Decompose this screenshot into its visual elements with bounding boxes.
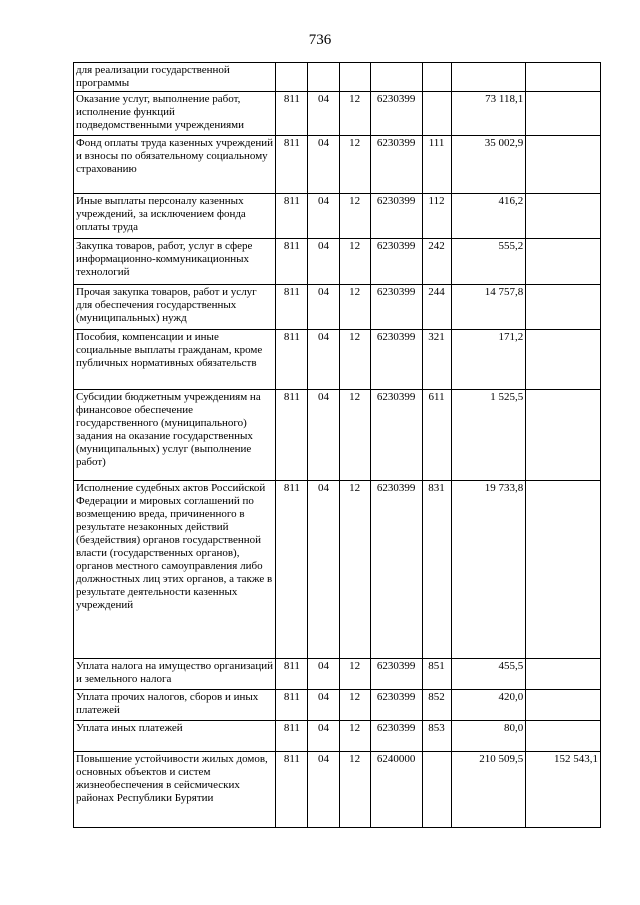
cell-sum-1: 171,2 bbox=[451, 330, 526, 390]
cell-subsection: 12 bbox=[339, 194, 370, 239]
table-row bbox=[74, 659, 601, 690]
cell-ministry: 811 bbox=[276, 390, 308, 481]
cell-subsection: 12 bbox=[339, 659, 370, 690]
cell-section: 04 bbox=[308, 330, 339, 390]
cell-sum-1: 210 509,5 bbox=[451, 752, 526, 828]
cell-name: для реализации государственной программы bbox=[74, 63, 276, 92]
cell-section: 04 bbox=[308, 136, 339, 194]
cell-target-article bbox=[370, 63, 422, 92]
cell-section: 04 bbox=[308, 752, 339, 828]
budget-table bbox=[73, 62, 601, 828]
cell-sum-1: 420,0 bbox=[451, 690, 526, 721]
cell-sum-2 bbox=[526, 136, 601, 194]
cell-ministry: 811 bbox=[276, 239, 308, 285]
cell-ministry: 811 bbox=[276, 690, 308, 721]
table-row bbox=[74, 285, 601, 330]
cell-ministry: 811 bbox=[276, 285, 308, 330]
cell-name: Оказание услуг, выполнение работ, исполнение функций подведомственными учреждениями bbox=[74, 92, 276, 136]
cell-expense-type: 112 bbox=[422, 194, 451, 239]
cell-expense-type bbox=[422, 63, 451, 92]
cell-target-article: 6230399 bbox=[370, 390, 422, 481]
cell-name: Прочая закупка товаров, работ и услуг для обеспечения государственных (муниципальных) нужд bbox=[74, 285, 276, 330]
page-number: 736 bbox=[308, 32, 332, 48]
cell-subsection: 12 bbox=[339, 330, 370, 390]
cell-section: 04 bbox=[308, 721, 339, 752]
cell-sum-1: 555,2 bbox=[451, 239, 526, 285]
table-row bbox=[74, 690, 601, 721]
cell-ministry: 811 bbox=[276, 481, 308, 659]
table-row bbox=[74, 239, 601, 285]
cell-sum-1: 416,2 bbox=[451, 194, 526, 239]
cell-ministry: 811 bbox=[276, 721, 308, 752]
cell-target-article: 6230399 bbox=[370, 92, 422, 136]
cell-sum-1: 1 525,5 bbox=[451, 390, 526, 481]
cell-name: Исполнение судебных актов Российской Федерации и мировых соглашений по возмещению вреда, причиненного в результате незаконных действий (бездействия) органов государственной власти (государственных органов), органов местного самоуправления либо должностных лиц этих органов, а также в результате деятельности казенных учреждений bbox=[74, 481, 276, 659]
cell-ministry: 811 bbox=[276, 136, 308, 194]
cell-sum-2 bbox=[526, 690, 601, 721]
table-row bbox=[74, 721, 601, 752]
cell-sum-1: 73 118,1 bbox=[451, 92, 526, 136]
cell-section: 04 bbox=[308, 390, 339, 481]
table-row bbox=[74, 194, 601, 239]
cell-expense-type: 851 bbox=[422, 659, 451, 690]
table-row bbox=[74, 481, 601, 659]
cell-subsection: 12 bbox=[339, 136, 370, 194]
cell-sum-1: 19 733,8 bbox=[451, 481, 526, 659]
table-row bbox=[74, 390, 601, 481]
table-row bbox=[74, 752, 601, 828]
cell-target-article: 6230399 bbox=[370, 690, 422, 721]
cell-sum-1 bbox=[451, 63, 526, 92]
cell-section: 04 bbox=[308, 285, 339, 330]
cell-name: Закупка товаров, работ, услуг в сфере информационно-коммуникационных технологий bbox=[74, 239, 276, 285]
cell-expense-type: 321 bbox=[422, 330, 451, 390]
cell-sum-2 bbox=[526, 721, 601, 752]
cell-sum-2 bbox=[526, 239, 601, 285]
cell-section: 04 bbox=[308, 239, 339, 285]
cell-sum-1: 455,5 bbox=[451, 659, 526, 690]
cell-target-article: 6230399 bbox=[370, 194, 422, 239]
cell-target-article: 6230399 bbox=[370, 285, 422, 330]
cell-ministry: 811 bbox=[276, 659, 308, 690]
table-row bbox=[74, 330, 601, 390]
cell-subsection: 12 bbox=[339, 690, 370, 721]
cell-sum-2 bbox=[526, 330, 601, 390]
table-row bbox=[74, 63, 601, 92]
cell-subsection: 12 bbox=[339, 752, 370, 828]
cell-sum-2 bbox=[526, 659, 601, 690]
cell-target-article: 6230399 bbox=[370, 136, 422, 194]
cell-target-article: 6230399 bbox=[370, 239, 422, 285]
cell-name: Уплата налога на имущество организаций и земельного налога bbox=[74, 659, 276, 690]
cell-sum-2 bbox=[526, 63, 601, 92]
cell-sum-1: 35 002,9 bbox=[451, 136, 526, 194]
cell-name: Уплата прочих налогов, сборов и иных платежей bbox=[74, 690, 276, 721]
cell-expense-type bbox=[422, 752, 451, 828]
cell-section: 04 bbox=[308, 194, 339, 239]
cell-section: 04 bbox=[308, 659, 339, 690]
cell-expense-type bbox=[422, 92, 451, 136]
cell-target-article: 6230399 bbox=[370, 330, 422, 390]
cell-sum-1: 14 757,8 bbox=[451, 285, 526, 330]
cell-name: Фонд оплаты труда казенных учреждений и взносы по обязательному социальному страхованию bbox=[74, 136, 276, 194]
cell-section bbox=[308, 63, 339, 92]
cell-target-article: 6230399 bbox=[370, 481, 422, 659]
cell-section: 04 bbox=[308, 690, 339, 721]
cell-name: Субсидии бюджетным учреждениям на финансовое обеспечение государственного (муниципального) задания на оказание государственных (муниципальных) услуг (выполнение работ) bbox=[74, 390, 276, 481]
cell-subsection: 12 bbox=[339, 481, 370, 659]
cell-subsection bbox=[339, 63, 370, 92]
cell-subsection: 12 bbox=[339, 721, 370, 752]
cell-name: Пособия, компенсации и иные социальные выплаты гражданам, кроме публичных нормативных обязательств bbox=[74, 330, 276, 390]
cell-ministry: 811 bbox=[276, 92, 308, 136]
cell-name: Иные выплаты персоналу казенных учреждений, за исключением фонда оплаты труда bbox=[74, 194, 276, 239]
cell-expense-type: 111 bbox=[422, 136, 451, 194]
cell-expense-type: 244 bbox=[422, 285, 451, 330]
cell-ministry: 811 bbox=[276, 194, 308, 239]
table-row bbox=[74, 92, 601, 136]
cell-sum-2 bbox=[526, 92, 601, 136]
cell-target-article: 6230399 bbox=[370, 659, 422, 690]
cell-expense-type: 853 bbox=[422, 721, 451, 752]
cell-expense-type: 242 bbox=[422, 239, 451, 285]
cell-expense-type: 852 bbox=[422, 690, 451, 721]
cell-subsection: 12 bbox=[339, 239, 370, 285]
cell-target-article: 6230399 bbox=[370, 721, 422, 752]
cell-subsection: 12 bbox=[339, 390, 370, 481]
cell-sum-2 bbox=[526, 390, 601, 481]
cell-section: 04 bbox=[308, 92, 339, 136]
cell-ministry: 811 bbox=[276, 330, 308, 390]
cell-ministry bbox=[276, 63, 308, 92]
cell-ministry: 811 bbox=[276, 752, 308, 828]
budget-table-body bbox=[74, 63, 601, 828]
cell-target-article: 6240000 bbox=[370, 752, 422, 828]
cell-subsection: 12 bbox=[339, 92, 370, 136]
cell-sum-1: 80,0 bbox=[451, 721, 526, 752]
cell-name: Уплата иных платежей bbox=[74, 721, 276, 752]
cell-expense-type: 611 bbox=[422, 390, 451, 481]
cell-sum-2 bbox=[526, 481, 601, 659]
cell-expense-type: 831 bbox=[422, 481, 451, 659]
cell-section: 04 bbox=[308, 481, 339, 659]
cell-subsection: 12 bbox=[339, 285, 370, 330]
cell-sum-2 bbox=[526, 285, 601, 330]
cell-sum-2: 152 543,1 bbox=[526, 752, 601, 828]
table-row bbox=[74, 136, 601, 194]
cell-name: Повышение устойчивости жилых домов, основных объектов и систем жизнеобеспечения в сейсмических районах Республики Бурятии bbox=[74, 752, 276, 828]
cell-sum-2 bbox=[526, 194, 601, 239]
